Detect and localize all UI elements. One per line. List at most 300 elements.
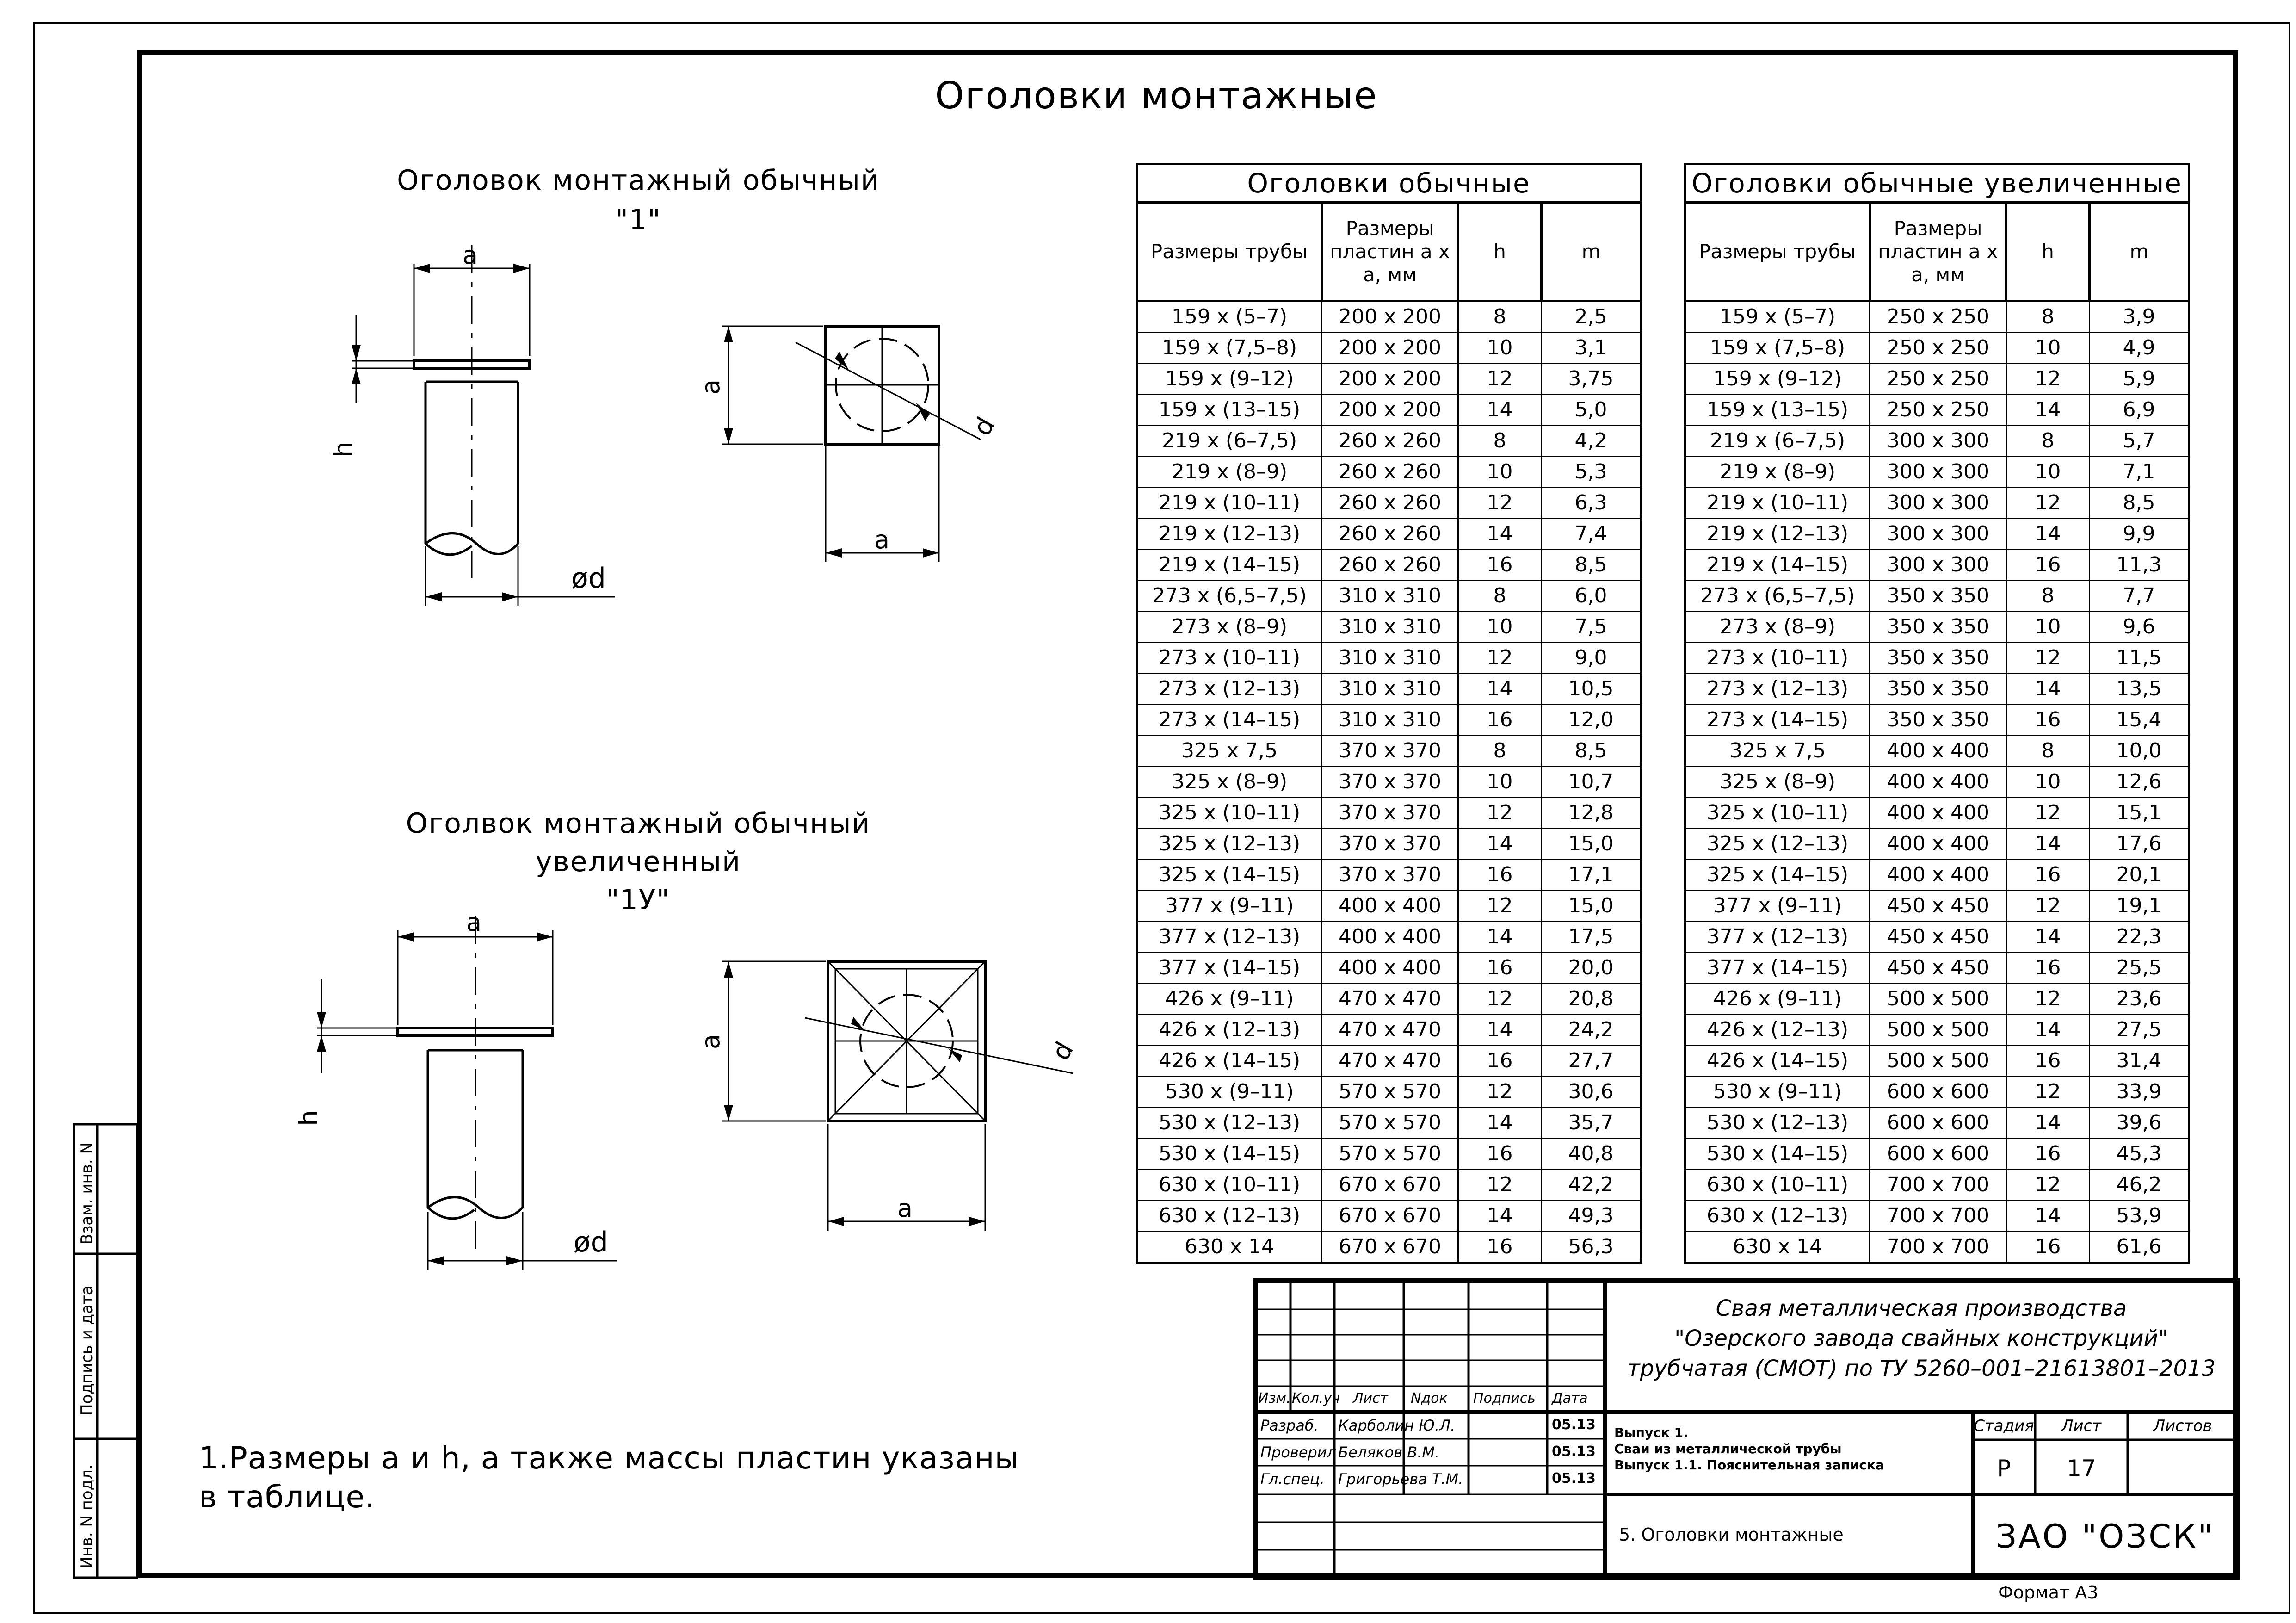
table1-cell-pipe-size: 325 x (8–9) [1137,767,1322,798]
tb-role-razrab: Разраб. [1260,1417,1319,1434]
table2-cell-m: 7,7 [2090,581,2189,612]
table2-cell-m: 15,1 [2090,798,2189,829]
table2-cell-m: 31,4 [2090,1046,2189,1077]
table2-cell-plate-size: 250 x 250 [1870,395,2006,426]
table1-cell-m: 27,7 [1542,1046,1641,1077]
table1-cell-plate-size: 310 x 310 [1322,643,1458,674]
table2-title: Оголовки обычные увеличенные [1685,164,2189,203]
table2-cell-h: 16 [2006,550,2090,581]
table2-cell-pipe-size: 273 x (14–15) [1685,705,1870,736]
table1-cell-pipe-size: 630 x (12–13) [1137,1201,1322,1232]
table1-cell-m: 12,8 [1542,798,1641,829]
table2-cell-plate-size: 350 x 350 [1870,581,2006,612]
table2-cell-m: 5,7 [2090,426,2189,457]
table1-cell-pipe-size: 159 x (5–7) [1137,301,1322,333]
table1-cell-m: 5,0 [1542,395,1641,426]
table2-cell-pipe-size: 630 x (10–11) [1685,1170,1870,1201]
tb-sheet-value: 17 [2067,1455,2096,1482]
table1-cell-plate-size: 400 x 400 [1322,953,1458,984]
table1-cell-plate-size: 310 x 310 [1322,705,1458,736]
table2-cell-m: 25,5 [2090,953,2189,984]
table2-cell-m: 19,1 [2090,891,2189,922]
table1-cell-m: 24,2 [1542,1015,1641,1046]
table2-cell-pipe-size: 159 x (5–7) [1685,301,1870,333]
table1-cell-m: 2,5 [1542,301,1641,333]
table1-cell-pipe-size: 273 x (14–15) [1137,705,1322,736]
table2-cell-h: 12 [2006,891,2090,922]
table1-cell-h: 16 [1458,860,1542,891]
table1-cell-h: 12 [1458,1077,1542,1108]
table2-cell-plate-size: 250 x 250 [1870,301,2006,333]
table1-cell-pipe-size: 219 x (14–15) [1137,550,1322,581]
d2-dim-a: a [466,908,482,937]
tb-h-podpis: Подпись [1473,1390,1536,1406]
table1-cell-m: 3,75 [1542,364,1641,395]
table1-cell-m: 8,5 [1542,550,1641,581]
tb-sheet-title: 5. Оголовки монтажные [1619,1524,1844,1545]
table1-cell-plate-size: 370 x 370 [1322,767,1458,798]
table2-cell-h: 10 [2006,457,2090,488]
table1-cell-pipe-size: 273 x (12–13) [1137,674,1322,705]
table1-cell-h: 10 [1458,612,1542,643]
table1-cell-h: 12 [1458,891,1542,922]
tb-project-line1: Свая металлическая производства [1716,1295,2127,1321]
table1-cell-m: 56,3 [1542,1232,1641,1263]
table1-cell-plate-size: 310 x 310 [1322,581,1458,612]
table2-cell-m: 11,3 [2090,550,2189,581]
table2-cell-plate-size: 400 x 400 [1870,736,2006,767]
table2-cell-m: 46,2 [2090,1170,2189,1201]
table1-cell-h: 14 [1458,674,1542,705]
d2-dim-a-vert: a [696,1034,726,1050]
table1-cell-plate-size: 570 x 570 [1322,1108,1458,1139]
table1-cell-m: 30,6 [1542,1077,1641,1108]
table1-cell-h: 16 [1458,550,1542,581]
table2-cell-h: 14 [2006,395,2090,426]
table1-cell-m: 35,7 [1542,1108,1641,1139]
table2-cell-plate-size: 600 x 600 [1870,1108,2006,1139]
table1-cell-m: 12,0 [1542,705,1641,736]
table1-cell-h: 14 [1458,922,1542,953]
table1-cell-m: 9,0 [1542,643,1641,674]
table2-cell-h: 8 [2006,301,2090,333]
table1-cell-h: 10 [1458,767,1542,798]
table1-cell-plate-size: 260 x 260 [1322,488,1458,519]
table1-cell-m: 6,0 [1542,581,1641,612]
table1-cell-h: 12 [1458,643,1542,674]
tb-stage-label: Стадия [1974,1417,2034,1435]
table2-cell-h: 16 [2006,1139,2090,1170]
table1-header-pipe: Размеры трубы [1137,203,1322,301]
tb-h-ndok: Nдок [1411,1390,1448,1406]
d2-dim-phid: ød [574,1226,608,1258]
table1-cell-h: 12 [1458,984,1542,1015]
table1-cell-pipe-size: 630 x (10–11) [1137,1170,1322,1201]
table1-cell-pipe-size: 426 x (9–11) [1137,984,1322,1015]
tb-h-list: Лист [1353,1390,1389,1406]
table2-cell-plate-size: 400 x 400 [1870,798,2006,829]
tb-name-glspec: Григорьева Т.М. [1338,1470,1463,1488]
drawing2-caption-2: увеличенный [535,846,741,878]
table2-cell-pipe-size: 426 x (14–15) [1685,1046,1870,1077]
table1-cell-m: 20,0 [1542,953,1641,984]
table2-cell-pipe-size: 219 x (12–13) [1685,519,1870,550]
table1-cell-h: 12 [1458,488,1542,519]
tb-stage-value: Р [1997,1455,2011,1482]
table1-cell-m: 10,5 [1542,674,1641,705]
table1-cell-m: 7,4 [1542,519,1641,550]
table1-cell-plate-size: 200 x 200 [1322,395,1458,426]
table1-cell-h: 16 [1458,953,1542,984]
table1-cell-m: 4,2 [1542,426,1641,457]
tb-sheets-label: Листов [2153,1417,2212,1435]
table1-cell-m: 17,1 [1542,860,1641,891]
d1-dim-a-vert: a [696,379,726,395]
table2-cell-pipe-size: 219 x (8–9) [1685,457,1870,488]
table2-cell-m: 27,5 [2090,1015,2189,1046]
table1-cell-m: 5,3 [1542,457,1641,488]
table1-cell-m: 10,7 [1542,767,1641,798]
table2-cell-m: 39,6 [2090,1108,2189,1139]
table2-cell-plate-size: 450 x 450 [1870,922,2006,953]
table1-cell-h: 8 [1458,301,1542,333]
page-title: Оголовки монтажные [935,74,1378,117]
table1-cell-plate-size: 200 x 200 [1322,301,1458,333]
table2-cell-plate-size: 450 x 450 [1870,891,2006,922]
table2-cell-plate-size: 350 x 350 [1870,674,2006,705]
table2-cell-plate-size: 250 x 250 [1870,333,2006,364]
drawing2-caption-mark: "1У" [606,884,670,916]
table1-cell-plate-size: 570 x 570 [1322,1139,1458,1170]
table2-cell-pipe-size: 325 x (14–15) [1685,860,1870,891]
table1-cell-plate-size: 370 x 370 [1322,829,1458,860]
note-line1: 1.Размеры а и h, а также массы пластин указаны [199,1440,1019,1476]
table1-cell-pipe-size: 219 x (8–9) [1137,457,1322,488]
table1-cell-pipe-size: 325 x (10–11) [1137,798,1322,829]
table2-cell-pipe-size: 273 x (12–13) [1685,674,1870,705]
table1-cell-plate-size: 470 x 470 [1322,1046,1458,1077]
table2-cell-m: 22,3 [2090,922,2189,953]
table2-cell-h: 8 [2006,581,2090,612]
table2-cell-pipe-size: 530 x (12–13) [1685,1108,1870,1139]
table2-cell-h: 12 [2006,643,2090,674]
table1-cell-h: 14 [1458,1015,1542,1046]
table1-cell-pipe-size: 159 x (9–12) [1137,364,1322,395]
table1-cell-m: 42,2 [1542,1170,1641,1201]
table1-cell-pipe-size: 325 x 7,5 [1137,736,1322,767]
table1-cell-h: 12 [1458,798,1542,829]
table2-cell-pipe-size: 530 x (14–15) [1685,1139,1870,1170]
d1-dim-phid: ød [571,562,606,595]
table2-cell-m: 7,1 [2090,457,2189,488]
table2-cell-plate-size: 500 x 500 [1870,984,2006,1015]
table1-cell-pipe-size: 377 x (14–15) [1137,953,1322,984]
table2-cell-h: 14 [2006,674,2090,705]
stamp-inv-podl: Инв. N подл. [78,1464,96,1568]
table1-cell-plate-size: 370 x 370 [1322,798,1458,829]
table2-cell-h: 10 [2006,612,2090,643]
drawing1-caption: Оголовок монтажный обычный [397,164,880,197]
table1-cell-h: 12 [1458,1170,1542,1201]
table1-cell-m: 7,5 [1542,612,1641,643]
table1-cell-plate-size: 670 x 670 [1322,1232,1458,1263]
table1-cell-pipe-size: 377 x (12–13) [1137,922,1322,953]
stamp-podpis-data: Подпись и дата [78,1285,96,1416]
table2-cell-m: 5,9 [2090,364,2189,395]
table1-cell-pipe-size: 530 x (12–13) [1137,1108,1322,1139]
table2-cell-h: 8 [2006,736,2090,767]
tb-name-razrab: Карболин Ю.Л. [1338,1417,1456,1434]
table2-cell-h: 14 [2006,519,2090,550]
table2-cell-plate-size: 450 x 450 [1870,953,2006,984]
table2-cell-m: 17,6 [2090,829,2189,860]
table1-header-h: h [1458,203,1542,301]
table1-cell-plate-size: 200 x 200 [1322,364,1458,395]
table1-cell-pipe-size: 325 x (12–13) [1137,829,1322,860]
d1-dim-a: a [463,241,478,270]
table1-cell-plate-size: 260 x 260 [1322,426,1458,457]
table2-cell-h: 8 [2006,426,2090,457]
table2-cell-h: 10 [2006,333,2090,364]
table2-cell-h: 16 [2006,705,2090,736]
table1-cell-pipe-size: 273 x (6,5–7,5) [1137,581,1322,612]
table1-cell-m: 6,3 [1542,488,1641,519]
table1-cell-plate-size: 310 x 310 [1322,674,1458,705]
table2-cell-plate-size: 700 x 700 [1870,1201,2006,1232]
table1-cell-plate-size: 260 x 260 [1322,457,1458,488]
table1-cell-pipe-size: 530 x (14–15) [1137,1139,1322,1170]
table1-cell-h: 10 [1458,333,1542,364]
tb-project-line2: "Озерского завода свайных конструкций" [1674,1326,2168,1351]
table1-cell-h: 14 [1458,829,1542,860]
table1-cell-h: 14 [1458,1201,1542,1232]
tb-role-glspec: Гл.спец. [1260,1470,1325,1488]
d2-dim-d: d [1046,1036,1079,1065]
table1-cell-h: 8 [1458,736,1542,767]
table2-cell-h: 14 [2006,1015,2090,1046]
table2-cell-pipe-size: 159 x (13–15) [1685,395,1870,426]
table2-cell-h: 14 [2006,829,2090,860]
tb-issue-2: Сваи из металлической трубы [1614,1441,1842,1456]
table2-cell-pipe-size: 219 x (6–7,5) [1685,426,1870,457]
tb-role-proveril: Проверил [1260,1443,1337,1461]
table2-cell-plate-size: 700 x 700 [1870,1232,2006,1263]
table2-cell-h: 16 [2006,860,2090,891]
table2-cell-plate-size: 600 x 600 [1870,1077,2006,1108]
table2-cell-m: 53,9 [2090,1201,2189,1232]
table1-cell-pipe-size: 530 x (9–11) [1137,1077,1322,1108]
table2-cell-pipe-size: 219 x (14–15) [1685,550,1870,581]
table2-cell-pipe-size: 530 x (9–11) [1685,1077,1870,1108]
table2-header-plate: Размеры пластин а х а, мм [1870,203,2006,301]
table1-cell-h: 16 [1458,1232,1542,1263]
table1-cell-plate-size: 260 x 260 [1322,519,1458,550]
table1-cell-plate-size: 470 x 470 [1322,1015,1458,1046]
stamp-vzam-inv: Взам. инв. N [78,1142,96,1245]
tb-h-izm: Изм. [1258,1390,1291,1406]
table1-cell-m: 15,0 [1542,891,1641,922]
drawing2-caption: Оголвок монтажный обычный [406,807,871,840]
table1-cell-pipe-size: 426 x (14–15) [1137,1046,1322,1077]
table1-cell-plate-size: 670 x 670 [1322,1201,1458,1232]
table1-cell-h: 14 [1458,519,1542,550]
table2-cell-m: 45,3 [2090,1139,2189,1170]
table1-cell-pipe-size: 630 x 14 [1137,1232,1322,1263]
table2-cell-pipe-size: 219 x (10–11) [1685,488,1870,519]
table2-cell-pipe-size: 630 x (12–13) [1685,1201,1870,1232]
table2-cell-m: 9,9 [2090,519,2189,550]
tb-h-koluch: Кол.уч [1292,1390,1340,1406]
table1-header-plate: Размеры пластин а х а, мм [1322,203,1458,301]
table2-cell-pipe-size: 426 x (9–11) [1685,984,1870,1015]
table1-cell-h: 16 [1458,1046,1542,1077]
table2-cell-plate-size: 400 x 400 [1870,860,2006,891]
table2-cell-pipe-size: 325 x 7,5 [1685,736,1870,767]
table1-cell-m: 49,3 [1542,1201,1641,1232]
table2-cell-h: 16 [2006,1046,2090,1077]
table1-cell-plate-size: 470 x 470 [1322,984,1458,1015]
table2-cell-h: 12 [2006,1170,2090,1201]
table2-cell-pipe-size: 426 x (12–13) [1685,1015,1870,1046]
table2-cell-pipe-size: 325 x (10–11) [1685,798,1870,829]
table1-cell-pipe-size: 426 x (12–13) [1137,1015,1322,1046]
tb-h-data: Дата [1552,1390,1588,1406]
table1-cell-m: 8,5 [1542,736,1641,767]
table2-cell-h: 10 [2006,767,2090,798]
table1-cell-plate-size: 260 x 260 [1322,550,1458,581]
table1-cell-h: 8 [1458,581,1542,612]
table2-cell-plate-size: 350 x 350 [1870,643,2006,674]
d2-dim-a-horz: a [897,1194,913,1223]
table1-cell-pipe-size: 273 x (10–11) [1137,643,1322,674]
tb-issue-3: Выпуск 1.1. Пояснительная записка [1614,1457,1884,1473]
table2-cell-pipe-size: 273 x (6,5–7,5) [1685,581,1870,612]
drawing1-caption-mark: "1" [615,204,661,236]
table2-cell-plate-size: 300 x 300 [1870,488,2006,519]
table2-cell-plate-size: 250 x 250 [1870,364,2006,395]
table1-title: Оголовки обычные [1137,164,1641,203]
tb-date-glspec: 05.13 [1552,1470,1596,1487]
tb-sheet-label: Лист [2061,1417,2102,1435]
table1-cell-h: 14 [1458,1108,1542,1139]
table1-cell-plate-size: 670 x 670 [1322,1170,1458,1201]
table1-cell-plate-size: 370 x 370 [1322,860,1458,891]
d1-dim-d: d [967,412,1000,441]
tb-company: ЗАО "ОЗСК" [1995,1518,2215,1555]
table2-cell-h: 12 [2006,798,2090,829]
table1-cell-pipe-size: 273 x (8–9) [1137,612,1322,643]
table1-cell-pipe-size: 159 x (13–15) [1137,395,1322,426]
table1-cell-pipe-size: 219 x (12–13) [1137,519,1322,550]
table2-cell-pipe-size: 159 x (7,5–8) [1685,333,1870,364]
d2-dim-h: h [294,1110,323,1126]
table2-cell-m: 9,6 [2090,612,2189,643]
table1-header-m: m [1542,203,1641,301]
table2-cell-m: 10,0 [2090,736,2189,767]
table1-cell-h: 16 [1458,1139,1542,1170]
table2-cell-h: 16 [2006,1232,2090,1263]
d1-dim-h: h [328,441,358,458]
table2-cell-pipe-size: 273 x (10–11) [1685,643,1870,674]
tb-date-razrab: 05.13 [1552,1417,1596,1433]
table1-cell-plate-size: 200 x 200 [1322,333,1458,364]
table2-cell-pipe-size: 325 x (8–9) [1685,767,1870,798]
table2-cell-m: 13,5 [2090,674,2189,705]
table2-cell-pipe-size: 273 x (8–9) [1685,612,1870,643]
table1-cell-plate-size: 400 x 400 [1322,922,1458,953]
table2-cell-m: 4,9 [2090,333,2189,364]
table2-cell-m: 33,9 [2090,1077,2189,1108]
table2-cell-pipe-size: 159 x (9–12) [1685,364,1870,395]
table2-cell-pipe-size: 377 x (9–11) [1685,891,1870,922]
table1-cell-h: 12 [1458,364,1542,395]
note-line2: в таблице. [199,1479,376,1515]
table1-cell-m: 40,8 [1542,1139,1641,1170]
table2-cell-m: 12,6 [2090,767,2189,798]
table2-cell-h: 16 [2006,953,2090,984]
table2-cell-plate-size: 300 x 300 [1870,457,2006,488]
table2-cell-h: 12 [2006,984,2090,1015]
table2-cell-m: 3,9 [2090,301,2189,333]
table1-cell-h: 8 [1458,426,1542,457]
table2-cell-h: 12 [2006,1077,2090,1108]
table2-header-m: m [2090,203,2189,301]
table2-cell-plate-size: 600 x 600 [1870,1139,2006,1170]
table2-cell-m: 6,9 [2090,395,2189,426]
table2-cell-plate-size: 300 x 300 [1870,519,2006,550]
table1-cell-m: 17,5 [1542,922,1641,953]
table1-cell-pipe-size: 219 x (10–11) [1137,488,1322,519]
table1-cell-m: 3,1 [1542,333,1641,364]
format-label: Формат А3 [1998,1582,2098,1603]
table2-cell-m: 20,1 [2090,860,2189,891]
tb-date-proveril: 05.13 [1552,1443,1596,1460]
table1-cell-h: 16 [1458,705,1542,736]
d1-dim-a-horz: a [874,525,890,554]
table2-cell-h: 14 [2006,922,2090,953]
table2-cell-plate-size: 300 x 300 [1870,426,2006,457]
table1-cell-pipe-size: 325 x (14–15) [1137,860,1322,891]
table2-cell-h: 12 [2006,488,2090,519]
table2-cell-pipe-size: 325 x (12–13) [1685,829,1870,860]
table2-cell-plate-size: 500 x 500 [1870,1015,2006,1046]
table2-cell-pipe-size: 630 x 14 [1685,1232,1870,1263]
tb-name-proveril: Беляков В.М. [1338,1443,1440,1461]
table2-cell-m: 23,6 [2090,984,2189,1015]
table1-cell-plate-size: 370 x 370 [1322,736,1458,767]
table2-cell-plate-size: 400 x 400 [1870,767,2006,798]
table1-cell-h: 14 [1458,395,1542,426]
table2-cell-pipe-size: 377 x (12–13) [1685,922,1870,953]
table2-cell-plate-size: 350 x 350 [1870,705,2006,736]
table2-cell-h: 12 [2006,364,2090,395]
table2-header-pipe: Размеры трубы [1685,203,1870,301]
table2-cell-m: 15,4 [2090,705,2189,736]
table2-cell-plate-size: 400 x 400 [1870,829,2006,860]
table1-cell-m: 15,0 [1542,829,1641,860]
table2-cell-plate-size: 300 x 300 [1870,550,2006,581]
table2-cell-pipe-size: 377 x (14–15) [1685,953,1870,984]
table1-cell-m: 20,8 [1542,984,1641,1015]
table2-header-h: h [2006,203,2090,301]
table2-cell-plate-size: 500 x 500 [1870,1046,2006,1077]
table2-cell-m: 11,5 [2090,643,2189,674]
table2-cell-h: 14 [2006,1201,2090,1232]
tb-issue-1: Выпуск 1. [1614,1425,1688,1440]
table1-cell-pipe-size: 219 x (6–7,5) [1137,426,1322,457]
tb-project-line3: трубчатая (СМОТ) по ТУ 5260–001–21613801–2013 [1627,1356,2216,1381]
table1-cell-plate-size: 570 x 570 [1322,1077,1458,1108]
